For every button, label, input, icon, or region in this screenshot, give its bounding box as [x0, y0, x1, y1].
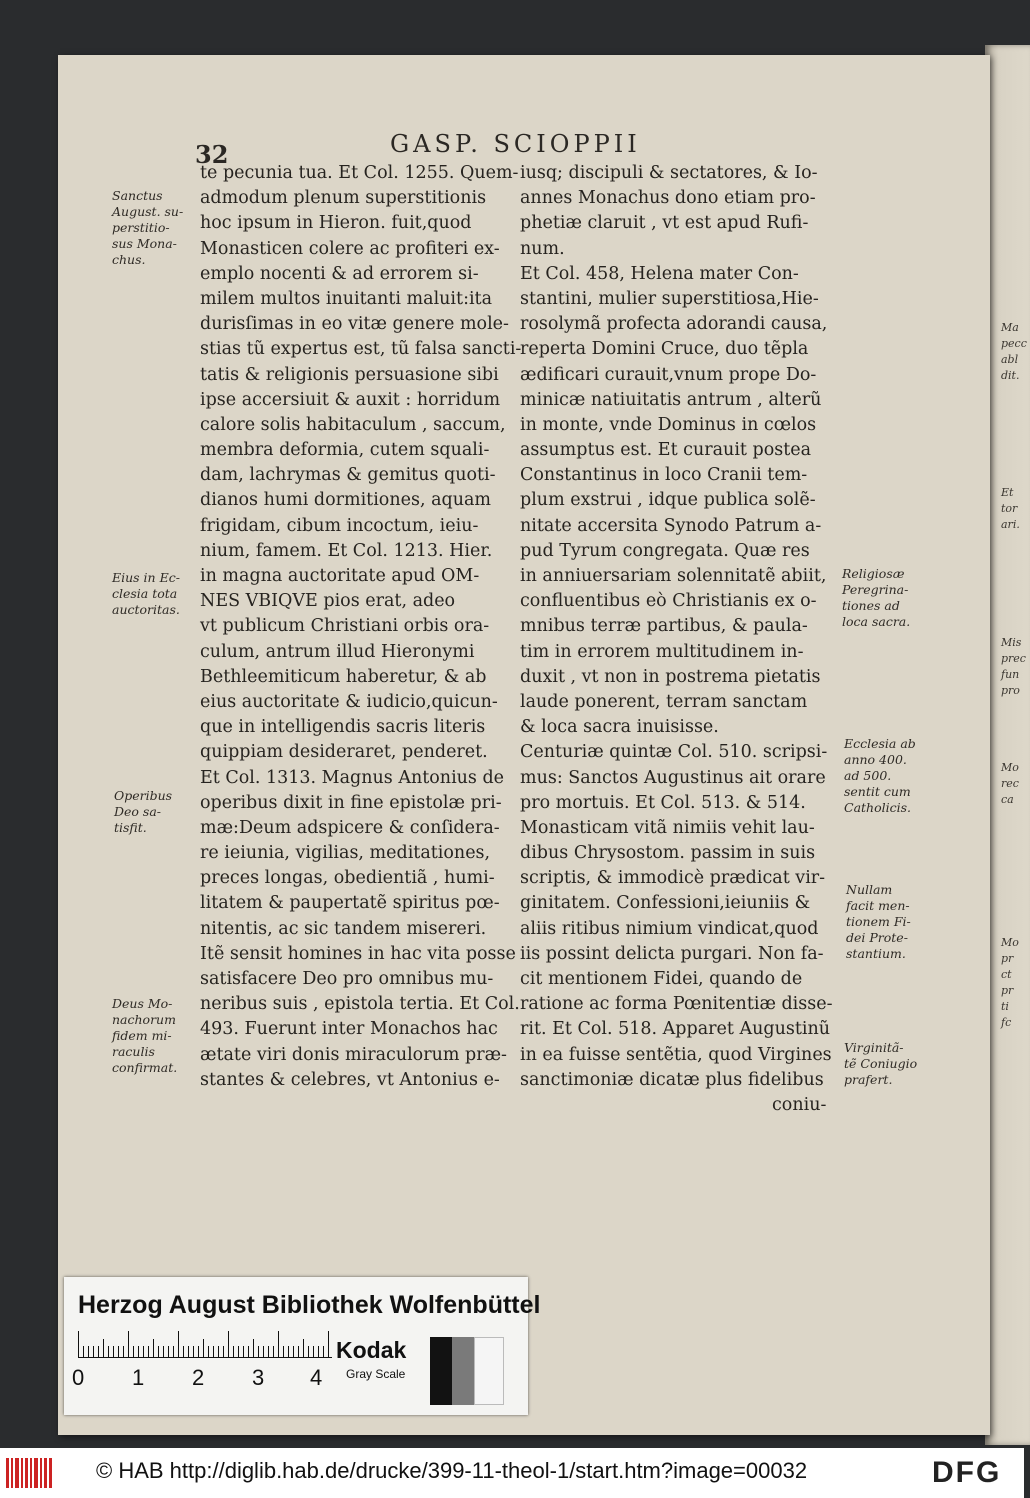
text-line: reperta Domini Cruce, duo tẽpla [520, 339, 809, 360]
text-line: dam, lachrymas & gemitus quoti- [200, 465, 496, 486]
text-line: ipse accersiuit & auxit : horridum [200, 389, 501, 410]
text-line: scriptis, & immodicè prædicat vir- [520, 868, 826, 889]
ruler-tick [113, 1346, 114, 1357]
next-page-fragment: Ma pecc abl dit. [1001, 321, 1027, 382]
ruler-tick [283, 1346, 284, 1357]
ruler-number: 1 [132, 1365, 145, 1390]
text-line: tim in errorem multitudinem in- [520, 641, 804, 662]
text-line: stantes & celebres, vt Antonius e- [200, 1069, 500, 1090]
next-page-fragment: Mo rec ca [1001, 761, 1019, 806]
text-line: operibus dixit in fine epistolæ pri- [200, 792, 502, 813]
ruler-tick [208, 1346, 209, 1357]
text-line: annes Monachus dono etiam pro- [520, 188, 816, 209]
ruler-tick [88, 1346, 89, 1357]
text-line: Constantinus in loco Cranii tem- [520, 465, 808, 486]
text-line: NES VBIQVE pios erat, adeo [200, 591, 456, 612]
text-line: in monte, vnde Dominus in cœlos [520, 414, 817, 435]
text-line: litatem & paupertatẽ spiritus pœ- [200, 893, 500, 914]
barcode-icon [6, 1458, 52, 1488]
margin-note: Operibus Deo sa- tisfit. [114, 788, 173, 835]
text-line: nium, famem. Et Col. 1213. Hier. [200, 540, 493, 561]
text-line: vt publicum Christiani orbis ora- [200, 616, 490, 637]
margin-note: Nullam facit men- tionem Fi- dei Prote- stantium. [846, 882, 911, 961]
ruler-tick [78, 1331, 79, 1357]
ruler-tick [318, 1346, 319, 1357]
ruler-tick [188, 1346, 189, 1357]
ruler-tick [193, 1346, 194, 1357]
text-line: ætate viri donis miraculorum præ- [200, 1044, 507, 1065]
ruler-tick [313, 1346, 314, 1357]
gray-patch-white [474, 1337, 504, 1405]
ruler-baseline [78, 1357, 332, 1358]
ruler-tick [98, 1346, 99, 1357]
text-line: Et Col. 1313. Magnus Antonius de [200, 767, 505, 788]
text-line: re ieiunia, vigilias, meditationes, [200, 843, 491, 864]
ruler-tick [228, 1331, 229, 1357]
text-line: nitentis, ac sic tandem misereri. [200, 918, 487, 939]
dfg-logo: DFG [932, 1456, 1002, 1489]
library-name: Herzog August Bibliothek Wolfenbüttel [78, 1291, 541, 1319]
text-line: Monasticam vitã nimiis vehit lau- [520, 817, 815, 838]
next-page-fragment: Et tor ari. [1001, 486, 1020, 531]
ruler-tick [298, 1346, 299, 1357]
text-line: minicæ natiuitatis antrum , alterũ [520, 389, 822, 410]
text-line: pud Tyrum congregata. Quæ res [520, 540, 810, 561]
ruler-tick [308, 1346, 309, 1357]
text-line: culum, antrum illud Hieronymi [200, 641, 475, 662]
ruler-tick [203, 1339, 204, 1357]
ruler-tick [93, 1346, 94, 1357]
text-line: laude ponerent, terram sanctam [520, 691, 808, 712]
text-line: assumptus est. Et curauit postea [520, 440, 812, 461]
source-url-link[interactable]: © HAB http://diglib.hab.de/drucke/399-11-theol-1/start.htm?image=00032 [96, 1458, 808, 1483]
text-line: phetiæ claruit , vt est apud Rufi- [520, 213, 809, 234]
text-line: mnibus terræ partibus, & paula- [520, 616, 808, 637]
margin-note: Deus Mo- nachorum fidem mi- raculis confirmat. [112, 996, 178, 1075]
text-line: Centuriæ quintæ Col. 510. scripsi- [520, 742, 828, 763]
ruler-tick [178, 1331, 179, 1357]
text-line: frigidam, cibum incoctum, ieiu- [200, 515, 479, 536]
ruler-tick [138, 1346, 139, 1357]
margin-note: Sanctus August. su- perstitio- sus Mona- chus. [112, 188, 184, 267]
ruler-tick [263, 1346, 264, 1357]
text-line: tatis & religionis persuasione sibi [200, 364, 499, 385]
text-line: preces longas, obedientiã , humi- [200, 868, 495, 889]
text-line: & loca sacra inuisisse. [520, 717, 719, 738]
ruler-tick [248, 1346, 249, 1357]
ruler-tick [238, 1346, 239, 1357]
gray-scale-label: Gray Scale [346, 1367, 406, 1381]
next-page-fragment: Mo pr ct pr ti fc [1001, 936, 1019, 1029]
page-number: 32 [195, 140, 229, 169]
ruler-tick [303, 1339, 304, 1357]
ruler-number: 3 [252, 1365, 265, 1390]
ruler-tick [233, 1346, 234, 1357]
text-line: iusq; discipuli & sectatores, & Io- [520, 163, 818, 183]
text-line: emplo nocenti & ad errorem si- [200, 263, 479, 284]
ruler-number: 4 [310, 1365, 323, 1390]
text-line: cit mentionem Fidei, quando de [520, 969, 803, 989]
text-line: Monasticen colere ac profiteri ex- [200, 238, 500, 259]
ruler-tick [253, 1339, 254, 1357]
ruler-tick [148, 1346, 149, 1357]
text-line: ratione ac forma Pœnitentiæ disse- [520, 994, 833, 1015]
text-line: sanctimoniæ dicatæ plus fidelibus [520, 1069, 824, 1090]
text-line: eius auctoritate & iudicio,quicun- [200, 691, 498, 712]
text-column-left [200, 161, 522, 1093]
ruler-tick [118, 1346, 119, 1357]
text-line: mæ:Deum adspicere & conſidera- [200, 817, 500, 838]
ruler-tick [278, 1331, 279, 1357]
text-line: mus: Sanctos Augustinus ait orare [520, 767, 826, 788]
margin-note: Eius in Ec- clesia tota auctoritas. [112, 570, 180, 617]
ruler-tick [323, 1346, 324, 1357]
ruler-tick [173, 1346, 174, 1357]
margin-note: Virginitã- tẽ Coniugio prafert. [844, 1040, 918, 1087]
ruler-tick [328, 1331, 329, 1357]
text-line: stantini, mulier superstitiosa,Hie- [520, 288, 819, 309]
text-line: pro mortuis. Et Col. 513. & 514. [520, 792, 806, 813]
ruler-scale [78, 1331, 332, 1357]
footer-bar [0, 1448, 1024, 1498]
text-line: nitate accersita Synodo Patrum a- [520, 515, 822, 536]
text-line: rit. Et Col. 518. Apparet Augustinũ [520, 1019, 830, 1040]
text-line: neribus suis , epistola tertia. Et Col. [200, 994, 520, 1015]
ruler-tick [143, 1346, 144, 1357]
ruler-tick [123, 1346, 124, 1357]
ruler-tick [158, 1346, 159, 1357]
text-line: stias tũ expertus est, tũ falsa sancti- [200, 339, 522, 360]
text-line: que in intelligendis sacris literis [200, 717, 486, 738]
text-line: membra deformia, cutem squali- [200, 440, 490, 461]
text-line: Itẽ sensit homines in hac vita posse [200, 943, 516, 964]
ruler-tick [163, 1346, 164, 1357]
ruler-tick [218, 1346, 219, 1357]
ruler-tick [258, 1346, 259, 1357]
next-page-fragment: Mis prec fun pro [1001, 636, 1026, 697]
ruler-tick [273, 1346, 274, 1357]
text-line: ginitatem. Confessioni,ieiuniis & [520, 893, 811, 914]
text-line: 493. Fuerunt inter Monachos hac [200, 1019, 498, 1040]
ruler-tick [198, 1346, 199, 1357]
ruler-tick [268, 1346, 269, 1357]
ruler-tick [213, 1346, 214, 1357]
text-line: plum exstrui , idque publica solẽ- [520, 490, 816, 511]
gray-patch-black [430, 1337, 452, 1405]
ruler-tick [243, 1346, 244, 1357]
ruler-number: 0 [72, 1365, 85, 1390]
ruler-tick [103, 1339, 104, 1357]
running-head: GASP. SCIOPPII [390, 130, 641, 158]
next-page-edge [985, 45, 1030, 1445]
text-line: in ea fuisse sentẽtia, quod Virgines [520, 1044, 832, 1065]
text-line: Bethleemiticum haberetur, & ab [200, 666, 487, 687]
text-line: in anniuersariam solennitatẽ abiit, [520, 566, 827, 586]
ruler-tick [183, 1346, 184, 1357]
text-line: aliis ritibus nimium vindicat,quod [520, 918, 819, 939]
ruler-tick [133, 1346, 134, 1357]
ruler-tick [108, 1346, 109, 1357]
ruler-tick [223, 1346, 224, 1357]
text-line: ædificari curauit,vnum prope Do- [520, 364, 817, 385]
text-line: rosolymã profecta adorandi causa, [520, 314, 828, 335]
text-line: dianos humi dormitiones, aquam [200, 490, 492, 511]
text-line: calore solis habitaculum , saccum, [200, 414, 506, 435]
margin-note: Religiosæ Peregrina- tiones ad loca sacra. [842, 566, 911, 629]
ruler-tick [288, 1346, 289, 1357]
ruler-number: 2 [192, 1365, 205, 1390]
kodak-logo: Kodak [336, 1337, 407, 1363]
text-line: te pecunia tua. Et Col. 1255. Quem- [200, 163, 519, 183]
scale-reference-card [64, 1277, 541, 1415]
ruler-tick [293, 1346, 294, 1357]
text-line: milem multos inuitanti maluit:ita [200, 288, 493, 309]
text-line: satisfacere Deo pro omnibus mu- [200, 969, 494, 989]
ruler-tick [128, 1331, 129, 1357]
text-line: quippiam desideraret, penderet. [200, 742, 488, 763]
ruler-tick [153, 1339, 154, 1357]
text-column-right [520, 161, 840, 1093]
ruler-tick [168, 1346, 169, 1357]
catchword: coniu- [772, 1095, 827, 1115]
text-line: admodum plenum superstitionis [200, 188, 487, 209]
text-line: hoc ipsum in Hieron. fuit,quod [200, 213, 472, 234]
text-line: Et Col. 458, Helena mater Con- [520, 263, 799, 284]
text-line: in magna auctoritate apud OM- [200, 566, 480, 586]
ruler-tick [83, 1346, 84, 1357]
gray-patch-mid [452, 1337, 474, 1405]
text-line: dibus Chrysostom. passim in suis [520, 843, 816, 864]
text-line: durisſimas in eo vitæ genere mole- [200, 314, 509, 335]
text-line: iis possint delicta purgari. Non fa- [520, 943, 824, 964]
text-line: num. [520, 238, 565, 259]
margin-note: Ecclesia ab anno 400. ad 500. sentit cum Catholicis. [844, 736, 916, 815]
text-line: confluentibus eò Christianis ex o- [520, 591, 817, 612]
text-line: duxit , vt non in postrema pietatis [520, 666, 821, 687]
